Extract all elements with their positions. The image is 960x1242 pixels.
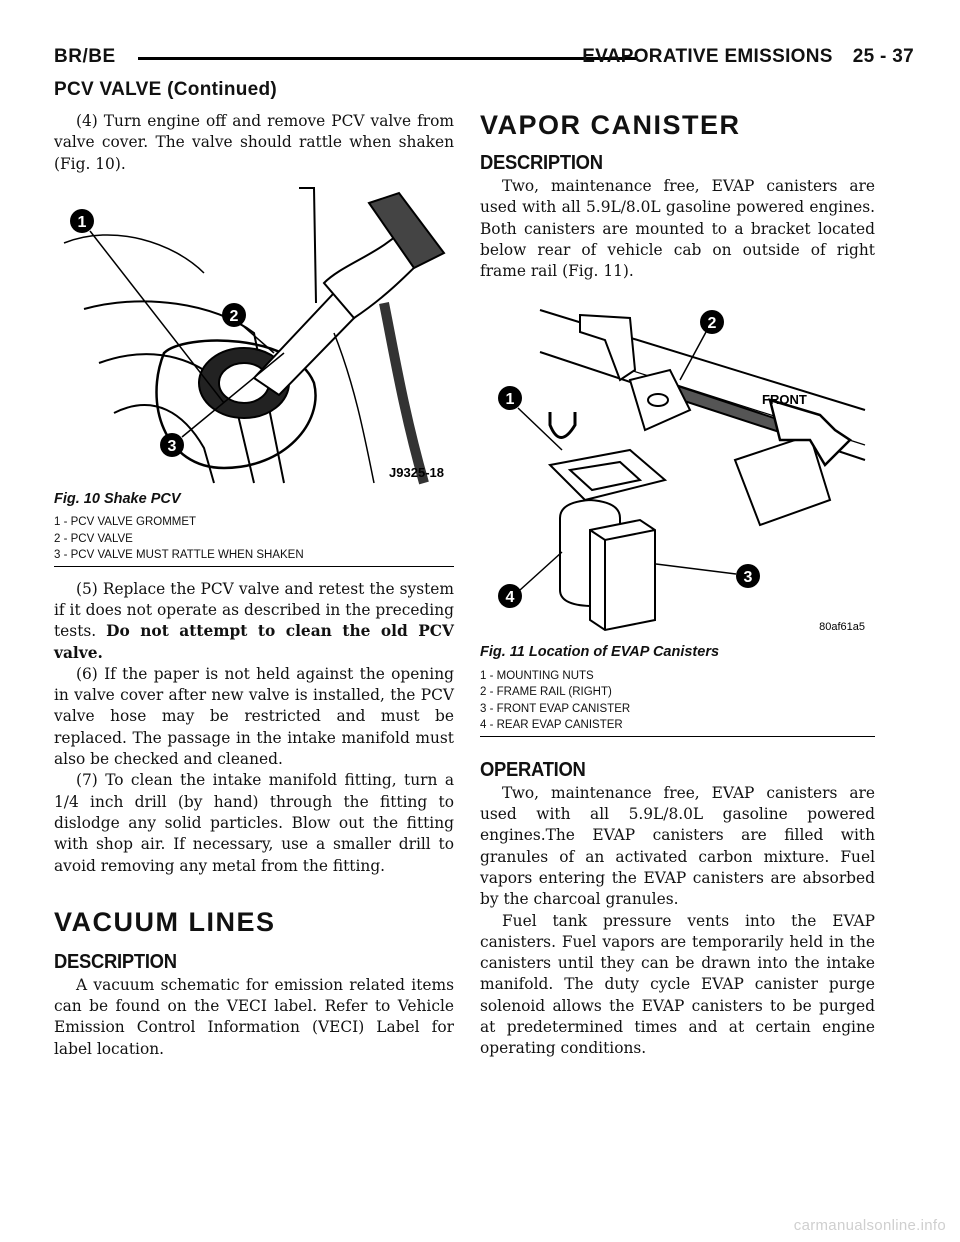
figure-10: [54, 183, 454, 567]
vacuum-lines-title: VACUUM LINES: [54, 906, 276, 937]
left-column: [54, 111, 454, 1060]
fig10-legend-item: 1 - PCV VALVE GROMMET: [54, 516, 197, 529]
fig11-legend: [480, 668, 875, 734]
vacuum-description-title: DESCRIPTION: [54, 950, 177, 973]
step-5: [54, 579, 454, 664]
operation-paragraph-2: Fuel tank pressure vents into the EVAP canisters. Fuel vapors are temporarily held in the canisters until they can be drawn into the intake manifold. The duty cycle EVAP canister purge solenoid allows the EVAP canisters to be purged at predetermined times and at certain engine operating conditions.: [480, 911, 875, 1058]
continued-section-title: PCV VALVE (Continued): [54, 79, 278, 100]
fig11-callout-1: 1: [505, 391, 515, 409]
operation-title: OPERATION: [480, 758, 586, 781]
header-section: [582, 46, 914, 68]
header-section-title: EVAPORATIVE EMISSIONS: [582, 46, 833, 67]
fig11-callout-3: 3: [743, 569, 753, 587]
shake-pcv-illustration: [54, 183, 454, 485]
step-6: (6) If the paper is not held against the opening in valve cover after new valve is installed, the PCV valve hose may be restricted and must be replaced. The passage in the intake manifold must also be checked and cleaned.: [54, 664, 454, 769]
fig10-legend-item: 3 - PCV VALVE MUST RATTLE WHEN SHAKEN: [54, 549, 304, 562]
step-5-warning: Do not attempt to clean the old PCV valve.: [54, 622, 454, 662]
fig10-legend-item: 2 - PCV VALVE: [54, 532, 133, 545]
vapor-description: Two, maintenance free, EVAP canisters are used with all 5.9L/8.0L gasoline powered engines. Both canisters are mounted to a bracket located below rear of vehicle cab on outside of right frame rail (Fig. 11).: [480, 177, 875, 281]
fig11-legend-item: 4 - REAR EVAP CANISTER: [480, 719, 623, 732]
fig10-legend: [54, 514, 454, 564]
fig10-callout-2: 2: [229, 307, 239, 325]
operation-paragraph-1: Two, maintenance free, EVAP canisters are used with all 5.9L/8.0L gasoline powered engines.The EVAP canisters are filled with granules of an activated carbon mixture. Fuel vapors entering the EVAP canisters are absorbed by the charcoal granules.: [480, 783, 875, 909]
fig11-legend-item: 1 - MOUNTING NUTS: [480, 669, 594, 682]
footer-watermark: carmanualsonline.info: [793, 1217, 946, 1234]
vacuum-description: A vacuum schematic for emission related items can be found on the VECI label. Refer to Vehicle Emission Control Information (VECI) Label for label location.: [54, 975, 454, 1058]
figure-11: [480, 290, 875, 736]
fig11-front-label: FRONT: [762, 392, 807, 408]
evap-canister-illustration: [480, 290, 870, 638]
step-7: (7) To clean the intake manifold fitting, turn a 1/4 inch drill (by hand) through the fitting to dislodge any solid particles. Blow out the fitting with shop air. If necessary, use a smaller drill to avoid removing any metal from the fitting.: [54, 771, 454, 875]
header-manual-code: BR/BE: [54, 46, 116, 67]
fig11-legend-item: 2 - FRAME RAIL (RIGHT): [480, 686, 612, 699]
fig10-callout-3: 3: [167, 437, 177, 455]
fig11-legend-item: 3 - FRONT EVAP CANISTER: [480, 702, 631, 715]
step-5-text: (5) Replace the PCV valve and retest the system if it does not operate as described in the preceding tests.: [54, 579, 454, 641]
fig11-rule: [480, 736, 875, 737]
fig11-code: 80af61a5: [819, 621, 865, 634]
right-column: [480, 108, 875, 1060]
fig11-callout-4: 4: [505, 589, 515, 607]
vapor-canister-title: VAPOR CANISTER: [480, 110, 741, 140]
fig10-callout-1: 1: [77, 213, 87, 231]
fig10-caption: Fig. 10 Shake PCV: [54, 490, 181, 507]
header-rule: [138, 57, 638, 60]
fig10-code: J9325-18: [389, 464, 444, 480]
header-page-number: 25 - 37: [852, 46, 914, 67]
fig11-caption: Fig. 11 Location of EVAP Canisters: [480, 644, 720, 661]
fig11-callout-2: 2: [707, 315, 717, 333]
step-4: (4) Turn engine off and remove PCV valve from valve cover. The valve should rattle when shaken (Fig. 10).: [54, 112, 454, 173]
fig10-rule: [54, 566, 454, 567]
vapor-description-title: DESCRIPTION: [480, 152, 603, 174]
